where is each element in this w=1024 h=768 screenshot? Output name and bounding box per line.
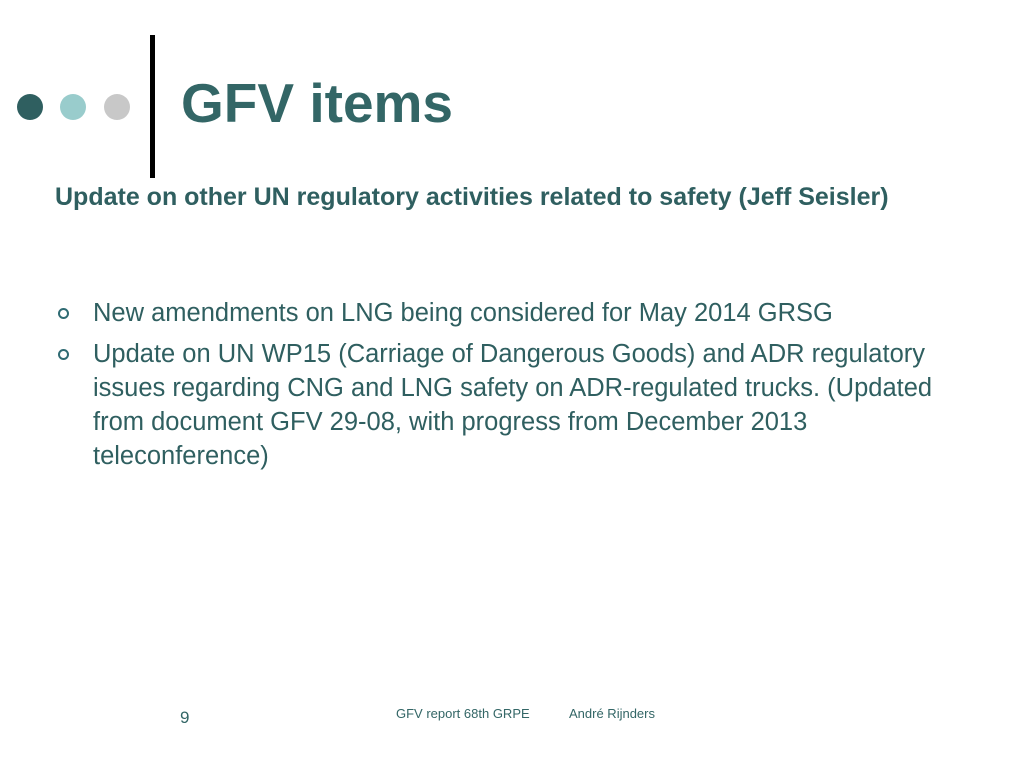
bullet-item <box>55 337 975 473</box>
decorative-dot-dark <box>17 94 43 120</box>
bullet-item <box>55 296 975 330</box>
slide-title: GFV items <box>181 72 454 134</box>
title-divider-line <box>150 35 155 178</box>
bullet-list <box>55 296 975 480</box>
footer-author: André Rijnders <box>569 706 655 721</box>
page-number: 9 <box>180 708 190 727</box>
circle-bullet-icon <box>58 349 69 360</box>
decorative-dot-gray <box>104 94 130 120</box>
circle-bullet-icon <box>58 308 69 319</box>
slide-subtitle: Update on other UN regulatory activities related to safety (Jeff Seisler) <box>55 183 889 211</box>
footer-report: GFV report 68th GRPE <box>396 706 530 721</box>
decorative-dot-teal <box>60 94 86 120</box>
bullet-text: New amendments on LNG being considered for May 2014 GRSG <box>93 299 833 327</box>
bullet-text: Update on UN WP15 (Carriage of Dangerous Goods) and ADR regulatory issues regarding CNG and LNG safety on ADR-regulated trucks. (Updated from document GFV 29-08, with progress from December 2013 teleconference) <box>93 340 933 470</box>
